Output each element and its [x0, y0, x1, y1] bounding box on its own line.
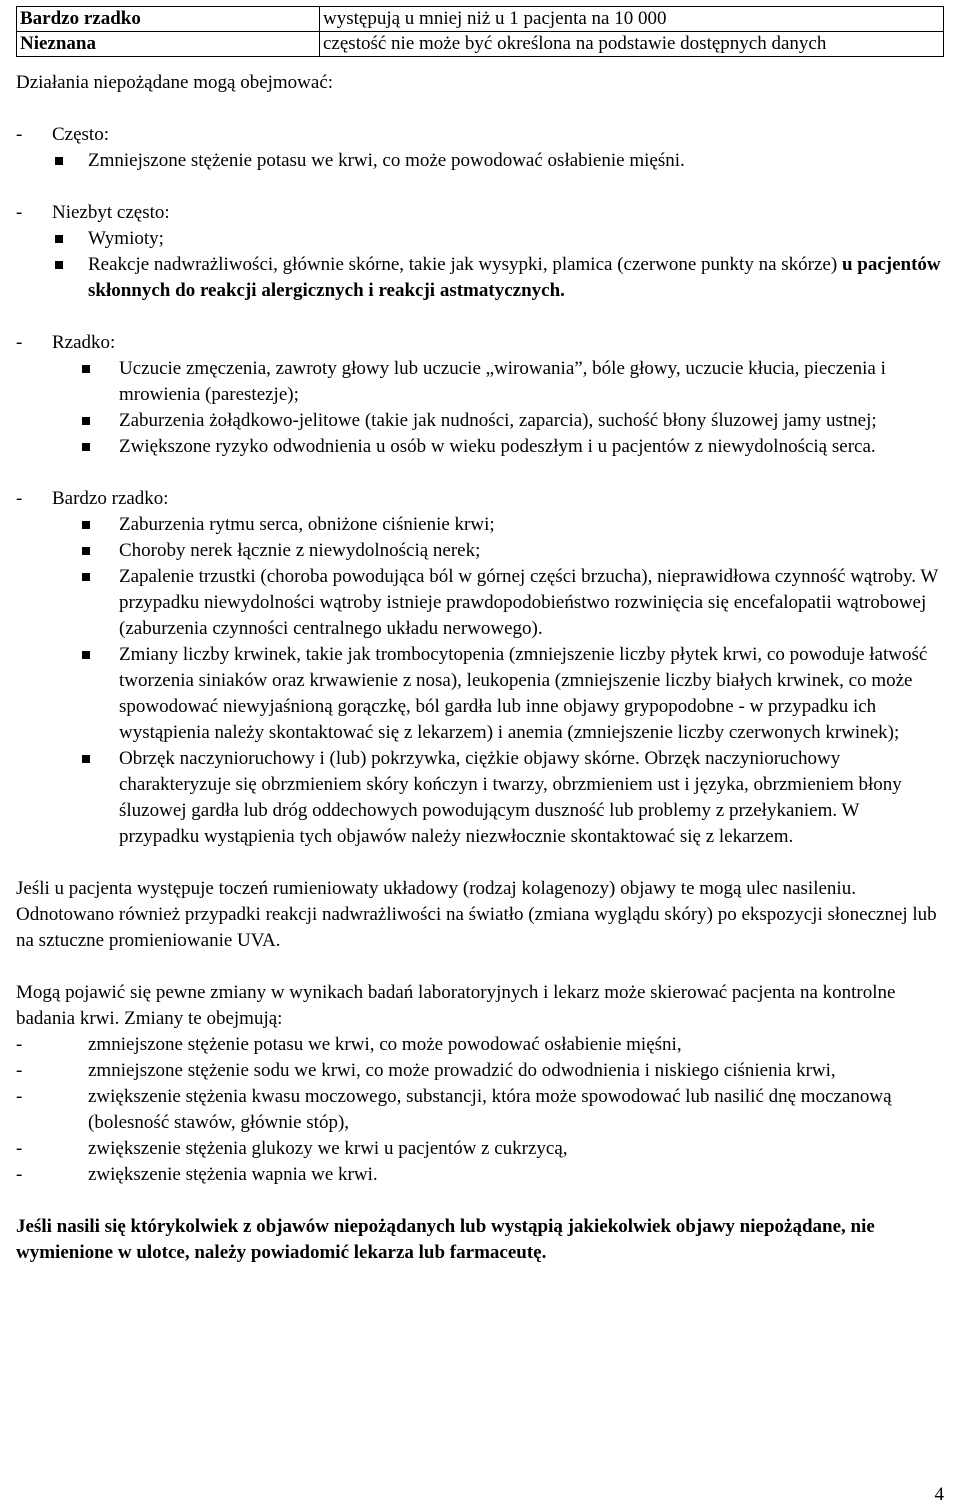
list-item: - zmniejszone stężenie sodu we krwi, co może prowadzić do odwodnienia i niskiego ciśnienia krwi, [16, 1058, 944, 1084]
group-label: Rzadko: [52, 332, 116, 353]
list-item: Wymioty; [16, 226, 944, 252]
group-heading-bardzo-rzadko [16, 486, 944, 512]
list-item: Zapalenie trzustki (choroba powodująca ból w górnej części brzucha), nieprawidłowa czynność wątroby. W przypadku niewydolności wątroby istnieje prawdopodobieństwo rozwinięcia się encefalopatii wątrobowej (zaburzenia czynności centralnego układu nerwowego). [16, 564, 944, 642]
square-bullet-icon [55, 148, 88, 174]
dash-marker: - [16, 488, 23, 509]
square-bullet-icon [82, 356, 119, 408]
list-item: - zwiększenie stężenia glukozy we krwi u pacjentów z cukrzycą, [16, 1136, 944, 1162]
dash-marker: - [16, 332, 23, 353]
item-text: Reakcje nadwrażliwości, głównie skórne, takie jak wysypki, plamica (czerwone punkty na skórze) [88, 254, 838, 275]
group-heading-czesto [16, 122, 944, 148]
list-item: - zwiększenie stężenia wapnia we krwi. [16, 1162, 944, 1188]
frequency-description: występują u mniej niż u 1 pacjenta na 10 000 [320, 7, 944, 32]
group-heading-rzadko [16, 330, 944, 356]
list-item: Obrzęk naczynioruchowy i (lub) pokrzywka, ciężkie objawy skórne. Obrzęk naczynioruchowy charakteryzuje się obrzmieniem skóry kończyn i twarzy, obrzmieniem ust i języka, obrzmieniem błony śluzowej gardła lub dróg oddechowych powodującym duszność lub problemy z przełykaniem. W przypadku wystąpienia tych objawów należy niezwłocznie skontaktować się z lekarzem. [16, 746, 944, 850]
frequency-description: częstość nie może być określona na podstawie dostępnych danych [320, 32, 944, 57]
square-bullet-icon [82, 434, 119, 460]
lab-intro: Mogą pojawić się pewne zmiany w wynikach badań laboratoryjnych i lekarz może skierować pacjenta na kontrolne badania krwi. Zmiany te obejmują: [16, 982, 896, 1029]
side-effects-intro: Działania niepożądane mogą obejmować: [16, 72, 334, 93]
list-item: Zmiany liczby krwinek, takie jak trombocytopenia (zmniejszenie liczby płytek krwi, co powoduje łatwość tworzenia siniaków oraz krwawienie z nosa), leukopenia (zmniejszenie liczby białych krwinek, co może spowodować niewyjaśnioną gorączkę, ból gardła lub inne objawy grypopodobne - w przypadku ich wystąpienia należy skontaktować się z lekarzem) i anemia (zmniejszenie liczby czerwonych krwinek); [16, 642, 944, 746]
square-bullet-icon [82, 538, 119, 564]
square-bullet-icon [82, 564, 119, 642]
group-label: Niezbyt często: [52, 202, 170, 223]
frequency-table [16, 6, 944, 57]
table-row [17, 7, 944, 32]
list-item [16, 252, 944, 304]
group-heading-niezbyt [16, 200, 944, 226]
list-item: Uczucie zmęczenia, zawroty głowy lub uczucie „wirowania”, bóle głowy, uczucie kłucia, pieczenia i mrowienia (parestezje); [16, 356, 944, 408]
dash-marker: - [16, 1034, 23, 1055]
list-item: Zmniejszone stężenie potasu we krwi, co może powodować osłabienie mięśni. [16, 148, 944, 174]
page-number: 4 [934, 1484, 944, 1505]
dash-marker: - [16, 1138, 23, 1159]
dash-marker: - [16, 202, 23, 223]
dash-marker: - [16, 124, 23, 145]
square-bullet-icon [82, 746, 119, 850]
frequency-label: Bardzo rzadko [17, 7, 320, 32]
lupus-paragraph: Jeśli u pacjenta występuje toczeń rumieniowaty układowy (rodzaj kolagenozy) objawy te mogą ulec nasileniu. Odnotowano również przypadki reakcji nadwrażliwości na światło (zmiana wyglądu skóry) po ekspozycji słonecznej lub na sztuczne promieniowanie UVA. [16, 878, 937, 951]
group-label: Często: [52, 124, 109, 145]
group-label: Bardzo rzadko: [52, 488, 169, 509]
dash-marker: - [16, 1086, 23, 1107]
list-item: - zwiększenie stężenia kwasu moczowego, substancji, która może spowodować lub nasilić dnę moczanową (bolesność stawów, głównie stóp), [16, 1084, 944, 1136]
square-bullet-icon [55, 226, 88, 252]
square-bullet-icon [55, 252, 88, 304]
list-item: - zmniejszone stężenie potasu we krwi, co może powodować osłabienie mięśni, [16, 1032, 944, 1058]
item-text-bold: u pacjentów skłonnych do reakcji alergicznych i reakcji astmatycznych. [88, 254, 941, 301]
table-row [17, 32, 944, 57]
dash-marker: - [16, 1164, 23, 1185]
final-notice: Jeśli nasili się którykolwiek z objawów niepożądanych lub wystąpią jakiekolwiek objawy niepożądane, nie wymienione w ulotce, należy powiadomić lekarza lub farmaceutę. [16, 1216, 875, 1263]
square-bullet-icon [82, 512, 119, 538]
frequency-label: Nieznana [17, 32, 320, 57]
list-item: Zaburzenia rytmu serca, obniżone ciśnienie krwi; [16, 512, 944, 538]
list-item: Zaburzenia żołądkowo-jelitowe (takie jak nudności, zaparcia), suchość błony śluzowej jamy ustnej; [16, 408, 944, 434]
list-item: Choroby nerek łącznie z niewydolnością nerek; [16, 538, 944, 564]
list-item: Zwiększone ryzyko odwodnienia u osób w wieku podeszłym i u pacjentów z niewydolnością serca. [16, 434, 944, 460]
dash-marker: - [16, 1060, 23, 1081]
square-bullet-icon [82, 642, 119, 746]
document-page [16, 6, 944, 1266]
square-bullet-icon [82, 408, 119, 434]
